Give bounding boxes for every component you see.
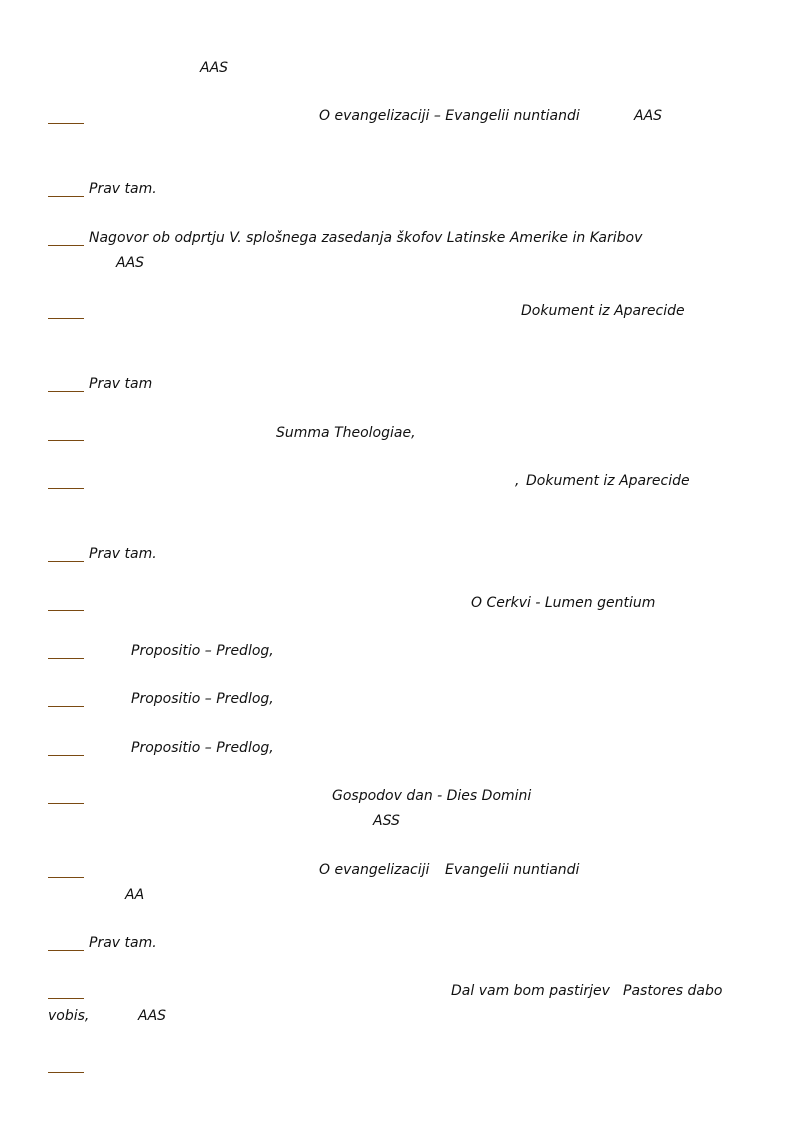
footnote-rule [48,245,84,246]
note-text: Propositio – Predlog, [131,643,274,659]
note-text: vobis, [48,1008,90,1024]
footnote-rule [48,196,84,197]
note-text: AAS [634,108,663,124]
note-text: AAS [138,1008,167,1024]
note-text: Propositio – Predlog, [131,691,274,707]
footnote-rule [48,803,84,804]
note-text: , [515,473,520,489]
note-text: AAS [116,255,145,271]
footnote-rule [48,318,84,319]
note-text: Prav tam [89,376,153,392]
footnote-rule [48,561,84,562]
note-text: Dokument iz Aparecide [526,473,690,489]
note-text: Propositio – Predlog, [131,740,274,756]
footnote-rule [48,755,84,756]
footnote-rule [48,877,84,878]
note-text: Pastores dabo [623,983,723,999]
note-text: Dokument iz Aparecide [521,303,685,319]
note-text: Dal vam bom pastirjev [451,983,610,999]
footnote-rule [48,440,84,441]
footnote-rule [48,391,84,392]
note-text: O Cerkvi - Lumen gentium [471,595,656,611]
note-text: AA [125,887,145,903]
footnote-rule [48,123,84,124]
note-text: Evangelii nuntiandi [445,862,580,878]
footnote-rule [48,998,84,999]
note-text: Prav tam. [89,181,157,197]
footnote-rule [48,488,84,489]
note-text: O evangelizaciji – Evangelii nuntiandi [319,108,580,124]
note-text: Gospodov dan - Dies Domini [332,788,532,804]
note-text: Summa Theologiae, [276,425,416,441]
footnote-rule [48,610,84,611]
note-text: O evangelizaciji [319,862,430,878]
note-text: Nagovor ob odprtju V. splošnega zasedanja škofov Latinske Amerike in Karibov [89,230,643,246]
note-text: ASS [373,813,400,829]
footnote-rule [48,1072,84,1073]
footnote-rule [48,950,84,951]
footnote-rule [48,658,84,659]
note-text: AAS [200,60,229,76]
note-text: Prav tam. [89,935,157,951]
footnote-rule [48,706,84,707]
note-text: Prav tam. [89,546,157,562]
